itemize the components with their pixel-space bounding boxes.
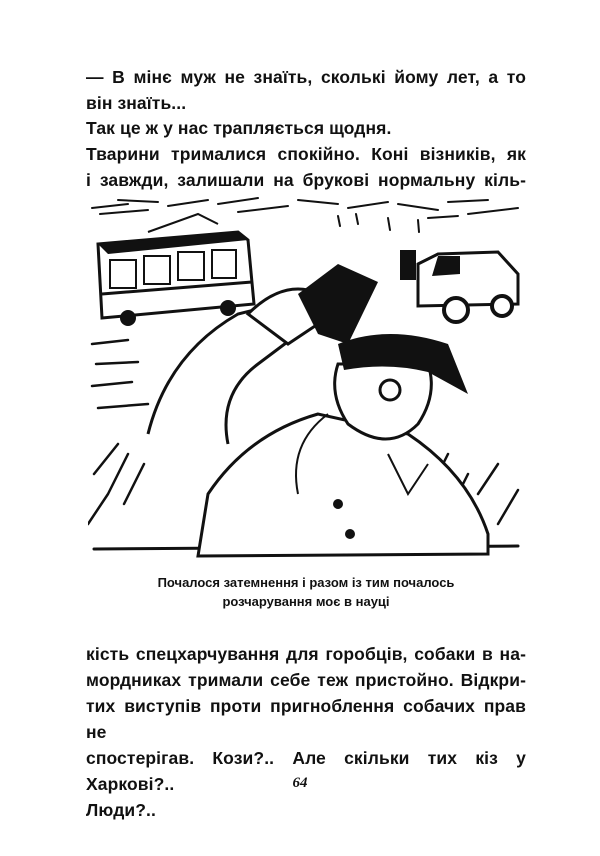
- text-line: тих виступів проти пригноблення собачих прав не: [86, 696, 526, 742]
- paragraph-dialogue: [86, 64, 526, 116]
- text-line: Люди?..: [86, 800, 156, 820]
- figure-caption: [86, 573, 526, 611]
- caption-line: розчарування моє в науці: [222, 594, 390, 609]
- paragraph-animals: [86, 141, 526, 193]
- car-illustration: [400, 250, 518, 322]
- tram-illustration: [98, 214, 254, 326]
- background-sky-strokes: [92, 198, 518, 232]
- man-drinking-illustration: [88, 194, 524, 560]
- text-line: і завжди, залишали на брукові нормальну кіль-: [86, 170, 526, 190]
- text-line: Тварини трималися спокійно. Коні візників, як: [86, 144, 526, 164]
- text-line: — В мінє муж не знаїть, сколькі йому лет, а то: [86, 67, 526, 87]
- caption-line: Почалося затемнення і разом із тим почалось: [157, 575, 455, 590]
- paragraph-continuation: [86, 641, 526, 823]
- paragraph-short: [86, 115, 526, 141]
- text-line: Так це ж у нас трапляється щодня.: [86, 118, 392, 138]
- text-line: спостерігав. Кози?.. Але скільки тих кіз у Харкові?..: [86, 748, 526, 794]
- text-line: кість спецхарчування для горобців, собаки в на-: [86, 644, 526, 664]
- text-line: він знаїть...: [86, 93, 187, 113]
- page-number: 64: [292, 775, 308, 791]
- text-line: мордниках тримали себе теж пристойно. Відкри-: [86, 670, 526, 690]
